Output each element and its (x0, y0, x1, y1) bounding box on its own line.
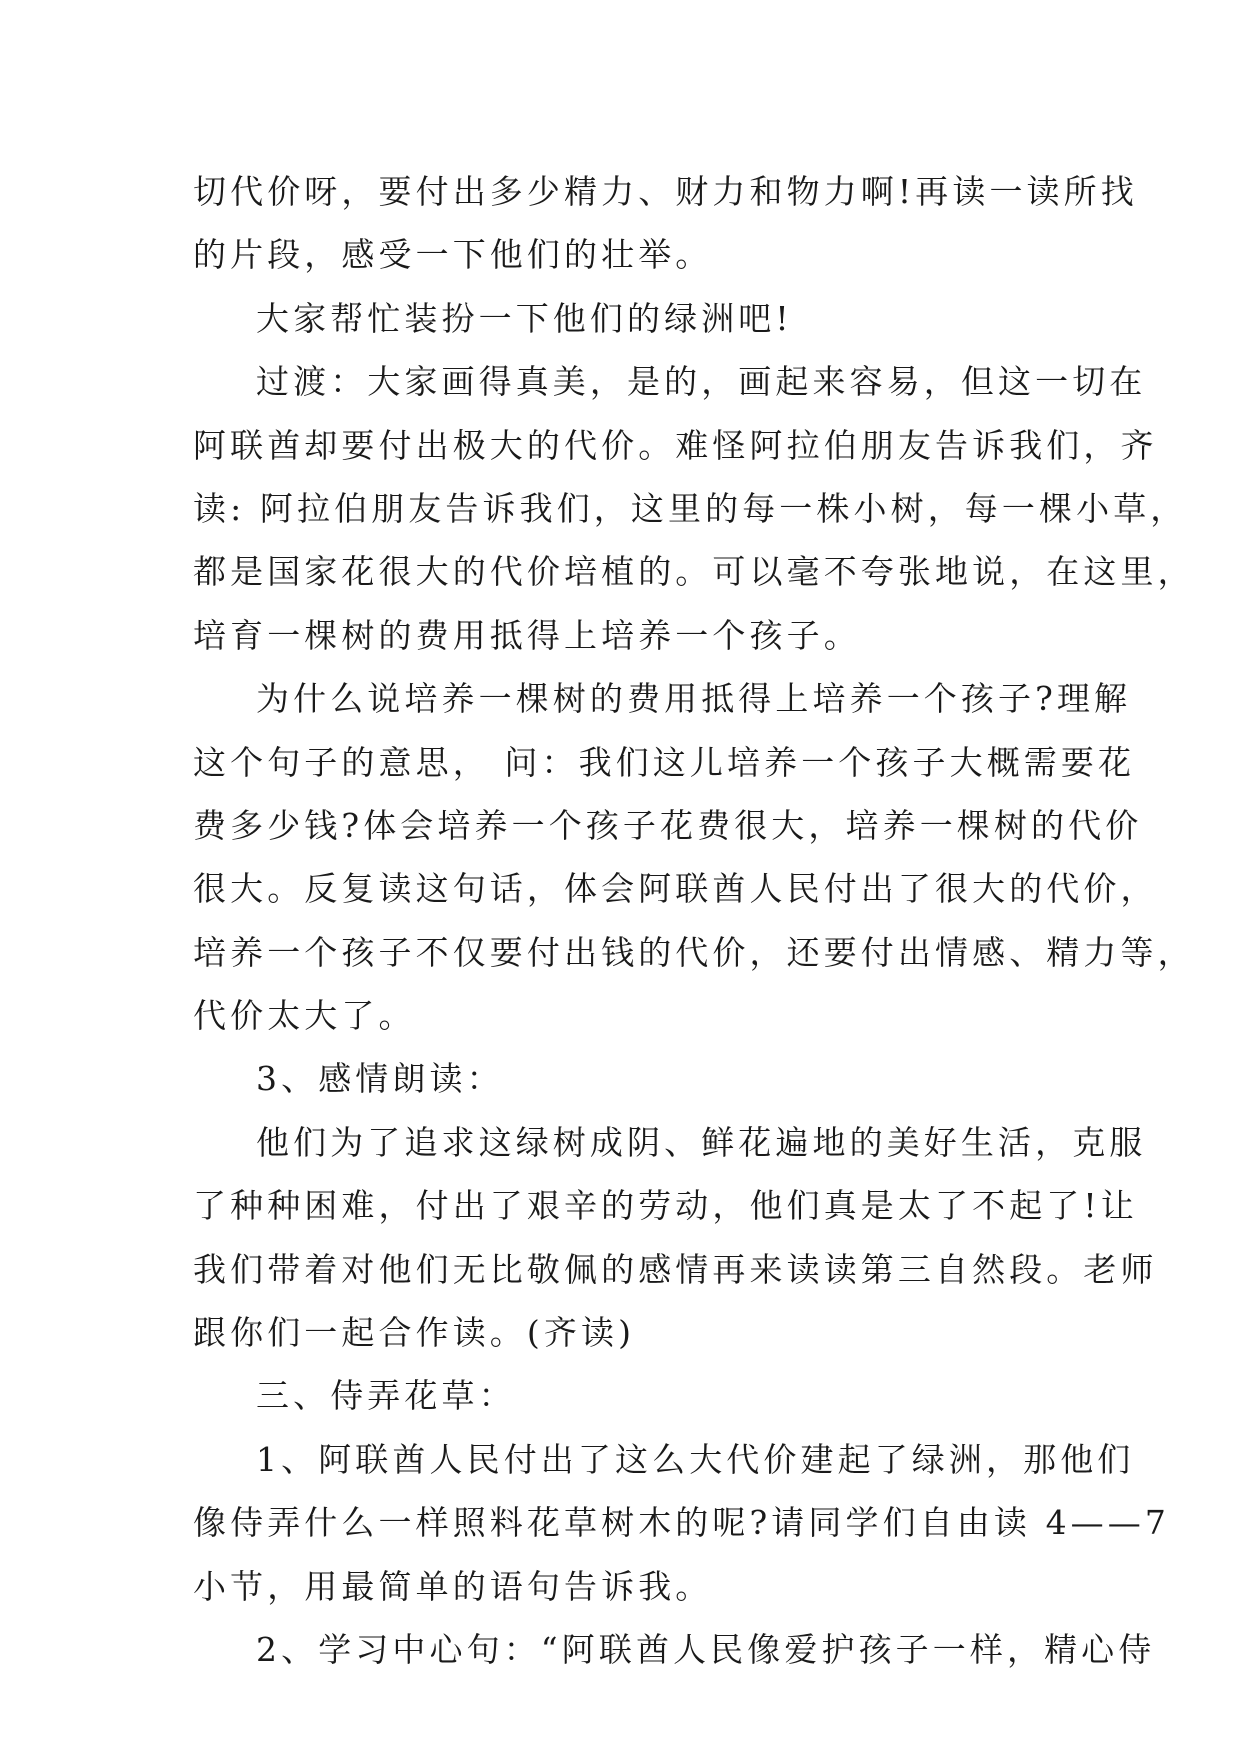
text-line: 代价太大了。 (193, 996, 416, 1036)
text-line: 3、感情朗读： (256, 1059, 504, 1099)
text-line: 像侍弄什么一样照料花草树木的呢?请同学们自由读 4——7 (193, 1503, 1170, 1543)
text-line: 我们带着对他们无比敬佩的感情再来读读第三自然段。老师 (193, 1249, 1158, 1289)
text-line: 了种种困难，付出了艰辛的劳动，他们真是太了不起了!让 (193, 1186, 1138, 1226)
text-line: 费多少钱?体会培养一个孩子花费很大，培养一棵树的代价 (193, 805, 1143, 845)
text-line: 切代价呀，要付出多少精力、财力和物力啊!再读一读所找 (193, 172, 1138, 211)
text-line: 为什么说培养一棵树的费用抵得上培养一个孩子?理解 (256, 679, 1132, 719)
document-body (193, 160, 1195, 1681)
text-line: 阿联酋却要付出极大的代价。难怪阿拉伯朋友告诉我们，齐 (193, 425, 1158, 465)
text-line: 三、侍弄花草： (256, 1376, 516, 1416)
text-line: 培育一棵树的费用抵得上培养一个孩子。 (193, 615, 861, 655)
text-line: 1、阿联酋人民付出了这么大代价建起了绿洲，那他们 (256, 1439, 1135, 1479)
text-line: 都是国家花很大的代价培植的。可以毫不夸张地说，在这里， (193, 552, 1195, 592)
text-line: 培养一个孩子不仅要付出钱的代价，还要付出情感、精力等， (193, 932, 1195, 972)
text-line: 这个句子的意思， 问：我们这儿培养一个孩子大概需要花 (193, 742, 1136, 782)
text-line: 2、学习中心句：“阿联酋人民像爱护孩子一样，精心侍 (256, 1629, 1156, 1669)
text-line: 的片段，感受一下他们的壮举。 (193, 235, 713, 275)
text-line: 小节，用最简单的语句告诉我。 (193, 1566, 713, 1606)
text-line: 跟你们一起合作读。(齐读) (193, 1313, 636, 1353)
text-line: 读: 阿拉伯朋友告诉我们，这里的每一株小树，每一棵小草， (193, 488, 1188, 528)
text-line: 过渡：大家画得真美，是的，画起来容易，但这一切在 (256, 362, 1147, 402)
text-line: 大家帮忙装扮一下他们的绿洲吧! (256, 298, 793, 338)
text-line: 他们为了追求这绿树成阴、鲜花遍地的美好生活，克服 (256, 1122, 1147, 1162)
text-line: 很大。反复读这句话，体会阿联酋人民付出了很大的代价， (193, 869, 1158, 909)
